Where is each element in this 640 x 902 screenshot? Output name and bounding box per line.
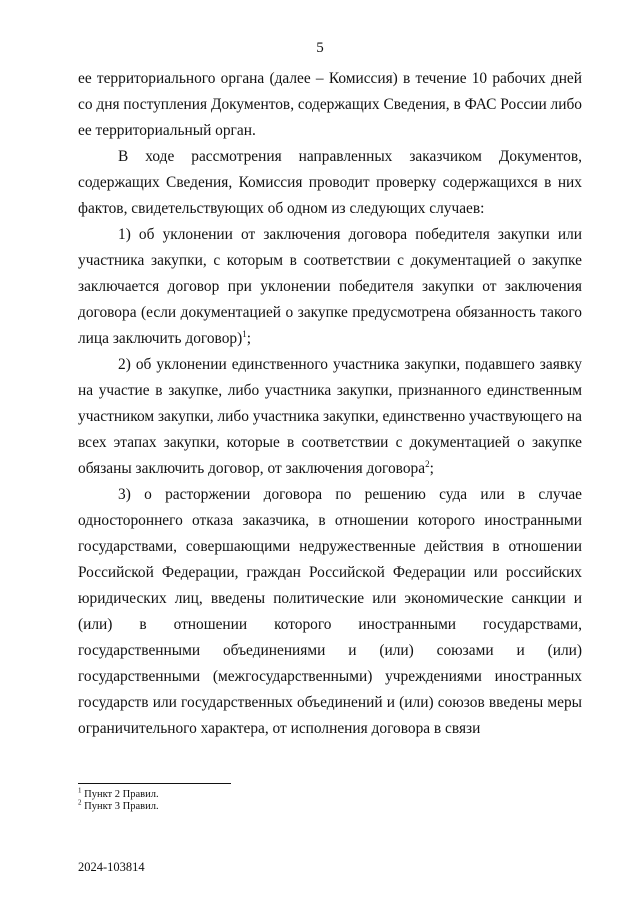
paragraph-text: 1) об уклонении от заключения договора победителя закупки или участника закупки, с которым в соответствии с документацией о закупке заключается договор при уклонении победителя закупки от заключения договора (если документацией о закупке предусмотрена обязанность такого лица заключить договор) [78, 226, 582, 347]
paragraph-text: 2) об уклонении единственного участника закупки, подавшего заявку на участие в закупке, либо участника закупки, признанного единственным участником закупки, либо участника закупки, единственно участвующего на всех этапах закупки, которые в соответствии с документацией о закупке обязаны заключить договор, от заключения договора [78, 356, 583, 477]
paragraph-text: В ходе рассмотрения направленных заказчиком Документов, содержащих Сведения, Комиссия проводит проверку содержащихся в них фактов, свидетельствующих об одном из следующих случаев: [78, 148, 582, 217]
list-item-2 [78, 352, 582, 482]
footnote-text: Пункт 2 Правил. [84, 789, 159, 800]
page-number: 5 [316, 40, 324, 56]
paragraph-text: ее территориального органа (далее – Комиссия) в течение 10 рабочих дней со дня поступления Документов, содержащих Сведения, в ФАС России либо ее территориальный орган. [78, 70, 582, 139]
list-item-3 [78, 482, 582, 742]
paragraph-intro [78, 144, 582, 222]
footnote-reference[interactable]: 1 [242, 328, 247, 339]
document-body [78, 66, 582, 742]
footnote-2 [78, 798, 582, 813]
footnote-mark: 1 [78, 786, 82, 795]
paragraph-continuation [78, 66, 582, 144]
footnote-separator [78, 783, 231, 784]
footnote-1 [78, 786, 582, 801]
footnote-reference[interactable]: 2 [425, 458, 430, 469]
footnotes [78, 786, 582, 813]
footnote-text: Пункт 3 Правил. [84, 801, 159, 812]
paragraph-text: 3) о расторжении договора по решению суда или в случае одностороннего отказа заказчика, в отношении которого иностранными государствами, совершающими недружественные действия в отношении Российской Федерации, граждан Российской Федерации или российских юридических лиц, введены политические или экономические санкции и (или) в отношении которого иностранными государствами, государственными объединениями и (или) союзами и (или) государственными (межгосударственными) учреждениями иностранных государств или государственных объединений и (или) союзов введены меры ограничительного характера, от исполнения договора в связи [78, 486, 582, 737]
document-number: 2024-103814 [78, 860, 145, 874]
footnote-mark: 2 [78, 798, 82, 807]
paragraph-tail: ; [246, 330, 251, 347]
paragraph-tail: ; [429, 460, 434, 477]
list-item-1 [78, 222, 582, 352]
